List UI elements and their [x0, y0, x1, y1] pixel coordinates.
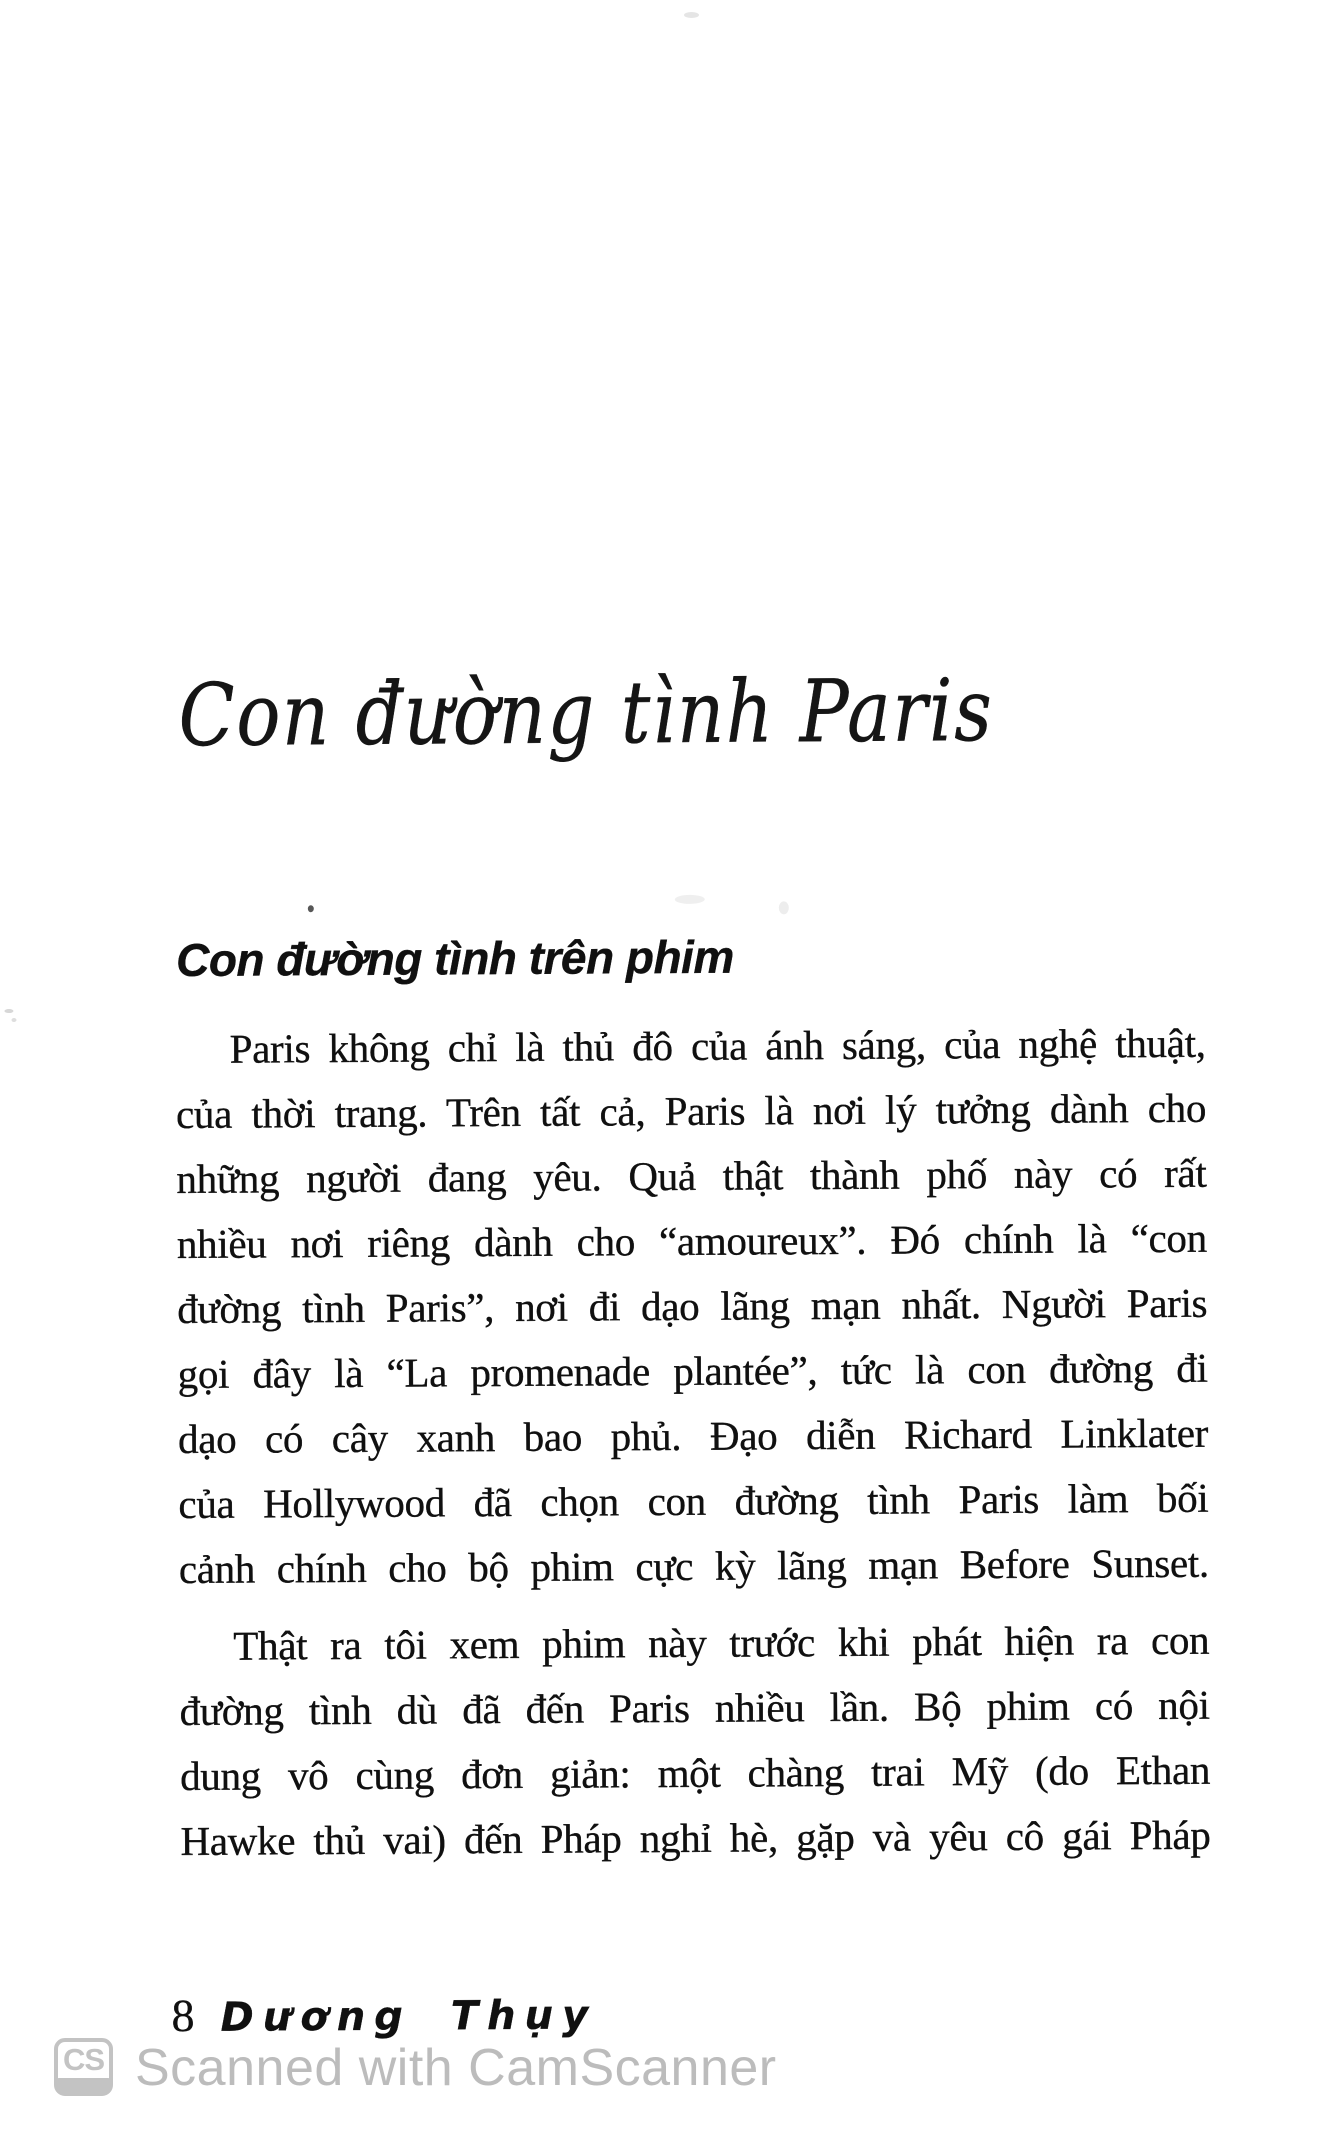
text-line: của thời trang. Trên tất cả, Paris là nơi lý tưởng dành cho	[175, 1084, 1207, 1138]
camscanner-logo-icon	[54, 2038, 113, 2096]
text-line: cảnh chính cho bộ phim cực kỳ lãng mạn Before Sunset.	[178, 1539, 1209, 1593]
scan-speck	[881, 1647, 888, 1654]
section-heading: Con đường tình trên phim	[175, 930, 734, 987]
watermark-label: Scanned with CamScanner	[135, 2039, 777, 2097]
text-line: những người đang yêu. Quả thật thành phố này có rất	[176, 1149, 1207, 1203]
page-number: 8	[171, 1989, 195, 2042]
page-footer	[171, 1990, 597, 2040]
camscanner-logo-text: CS	[62, 2042, 105, 2077]
text-line: dung vô cùng đơn giản: một chàng trai Mỹ (do Ethan	[179, 1746, 1211, 1800]
camscanner-watermark	[54, 2038, 777, 2096]
scan-speck	[4, 1009, 13, 1013]
text-line: Hawke thủ vai) đến Pháp nghỉ hè, gặp và yêu cô gái Pháp	[180, 1811, 1211, 1865]
text-line: của Hollywood đã chọn con đường tình Paris làm bối	[178, 1474, 1209, 1528]
scan-smudge	[675, 895, 705, 904]
chapter-title: Con đường tình Paris	[178, 661, 994, 767]
scan-smudge	[779, 901, 789, 914]
paragraph	[175, 1011, 1209, 1602]
text-line: nhiều nơi riêng dành cho “amoureux”. Đó chính là “con	[176, 1214, 1207, 1268]
text-line: Thật ra tôi xem phim này trước khi phát hiện ra con	[233, 1616, 1210, 1669]
paragraph	[179, 1608, 1211, 1874]
text-line: đường tình dù đã đến Paris nhiều lần. Bộ phim có nội	[179, 1681, 1210, 1735]
scan-speck	[308, 905, 314, 912]
scan-speck	[684, 12, 699, 18]
text-line: gọi đây là “La promenade plantée”, tức là con đường đi	[177, 1344, 1208, 1398]
camscanner-logo-band	[57, 2078, 110, 2093]
text-line: đường tình Paris”, nơi đi dạo lãng mạn nhất. Người Paris	[177, 1279, 1208, 1333]
scan-speck	[11, 1018, 16, 1022]
text-line: dạo có cây xanh bao phủ. Đạo diễn Richard Linklater	[177, 1409, 1209, 1463]
body-text	[175, 1011, 1210, 1874]
text-line: Paris không chỉ là thủ đô của ánh sáng, của nghệ thuật,	[229, 1019, 1206, 1072]
author-name: Dương Thụy	[220, 1992, 598, 2041]
